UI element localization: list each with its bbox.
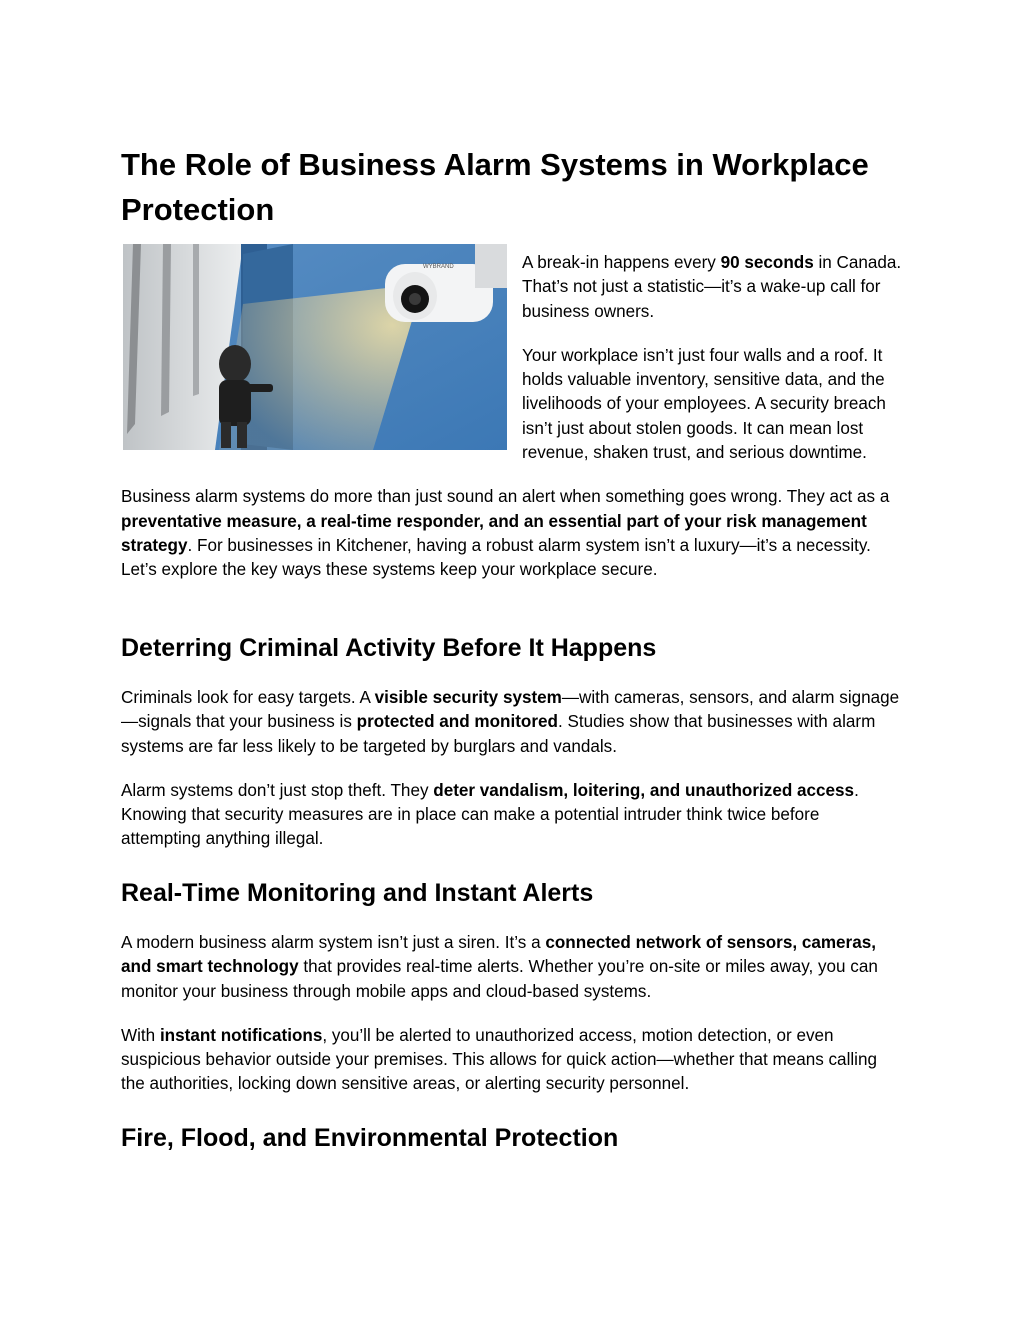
intro-paragraph-3: Business alarm systems do more than just sound an alert when something goes wrong. They act as a preventative measure, a real-time responder, and an essential part of your risk management strategy. For businesses in Kitchener, having a robust alarm system isn’t a luxury—it’s a necessity. Let’s explore the key ways these systems keep your workplace secure.: [121, 487, 890, 580]
intro-paragraph-1: A break-in happens every 90 seconds in Canada. That’s not just a statistic—it’s a wake-up call for business owners.: [522, 253, 902, 321]
section-heading-deterring: Deterring Criminal Activity Before It Happens: [121, 634, 657, 662]
section-body-deterring: [121, 686, 903, 852]
section2-paragraph-1: A modern business alarm system isn’t just a siren. It’s a connected network of sensors, cameras, and smart technology that provides real-time alerts. Whether you’re on-site or miles away, you can monitor your business through mobile apps and cloud-based systems.: [121, 933, 878, 1001]
svg-text:WYBRAND: WYBRAND: [423, 264, 454, 270]
intro-paragraph-2: Your workplace isn’t just four walls and a roof. It holds valuable inventory, sensitive data, and the livelihoods of your employees. A security breach isn’t just about stolen goods. It can mean lost revenue, shaken trust, and serious downtime.: [522, 345, 886, 463]
section2-paragraph-2: With instant notifications, you’ll be alerted to unauthorized access, motion detection, or even suspicious behavior outside your premises. This allows for quick action—whether that means calling the authorities, locking down sensitive areas, or alerting security personnel.: [121, 1025, 877, 1094]
section1-paragraph-1: Criminals look for easy targets. A visible security system—with cameras, sensors, and alarm signage—signals that your business is protected and monitored. Studies show that businesses with alarm systems are far less likely to be targeted by burglars and vandals.: [121, 688, 900, 756]
page-title: The Role of Business Alarm Systems in Workplace Protection: [121, 147, 869, 227]
security-camera-illustration-icon: [123, 244, 507, 450]
section-heading-fire-flood: Fire, Flood, and Environmental Protection: [121, 1124, 619, 1152]
section-heading-monitoring: Real-Time Monitoring and Instant Alerts: [121, 879, 594, 907]
section1-paragraph-2: Alarm systems don’t just stop theft. They deter vandalism, loitering, and unauthorized access. Knowing that security measures are in place can make a potential intruder think twice before attempting anything illegal.: [121, 780, 859, 849]
intro-section: [121, 251, 903, 603]
section-body-monitoring: [121, 931, 903, 1097]
